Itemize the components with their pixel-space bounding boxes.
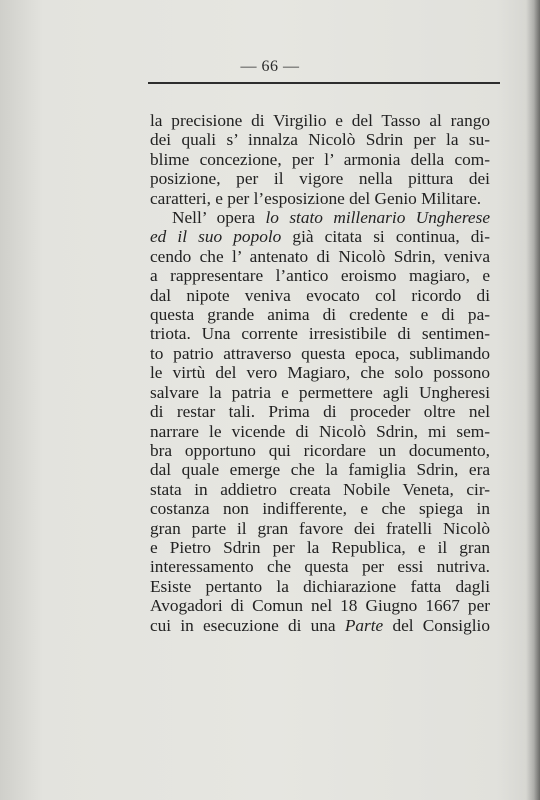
text-segment: Nell’ opera [172,208,256,228]
text-line-3: blime concezione, per l’ armonia della com- [150,149,490,169]
text-line-12: triota. Una corrente irresistibile di sentimen- [150,324,490,344]
italic-term: Parte [344,615,384,635]
text-line-23: e Pietro Sdrin per la Republica, e il gran [150,537,490,557]
text-line-11: questa grande anima di credente e di pa- [150,305,490,325]
text-line-20: stata in addietro creata Nobile Veneta, cir- [150,479,490,499]
text-line-24: interessamento che questa per essi nutriva. [150,557,490,577]
text-line-25: Esiste pertanto la dichiarazione fatta dagli [150,576,490,596]
text-line-26: Avogadori di Comun nel 18 Giugno 1667 per [150,596,490,616]
page-edge-shadow [526,0,540,800]
text-line-7 [150,227,490,246]
text-line-1: la precisione di Virgilio e del Tasso al rango [150,111,490,130]
text-line-18: bra opportuno qui ricordare un documento, [150,440,490,460]
text-line-22: gran parte il gran favore dei fratelli Nicolò [150,518,490,538]
text-line-2: dei quali s’ innalza Nicolò Sdrin per la su- [150,130,490,150]
text-line-27 [150,616,490,635]
text-line-16: di restar tali. Prima di proceder oltre nel [150,402,490,422]
italic-title: lo stato millenario Ungherese [265,208,490,228]
text-line-13: to patrio attraverso questa epoca, sublimando [150,343,490,363]
text-line-10: dal nipote veniva evocato col ricordo di [150,285,490,305]
text-line-6 [150,208,490,227]
header-rule [148,82,500,84]
text-line-15: salvare la patria e permettere agli Ungheresi [150,382,490,402]
text-line-4: posizione, per il vigore nella pittura dei [150,169,490,189]
text-line-17: narrare le vicende di Nicolò Sdrin, mi sem- [150,421,490,441]
text-line-8: cendo che l’ antenato di Nicolò Sdrin, veniva [150,246,490,266]
italic-title: ed il suo popolo [150,227,282,247]
page-number: — 66 — [240,58,300,75]
text-segment: del Consiglio [392,615,490,635]
text-segment: cui in esecuzione di una [150,615,336,635]
body-paragraph [150,111,490,635]
text-line-21: costanza non indifferente, e che spiega in [150,499,490,519]
text-line-5: caratteri, e per l’esposizione del Genio Militare. [150,188,482,208]
text-line-14: le virtù del vero Magiaro, che solo possono [150,363,490,383]
text-line-9: a rappresentare l’antico eroismo magiaro, e [150,266,490,286]
text-line-19: dal quale emerge che la famiglia Sdrin, era [150,460,490,480]
text-segment: già citata si continua, di- [292,227,490,247]
